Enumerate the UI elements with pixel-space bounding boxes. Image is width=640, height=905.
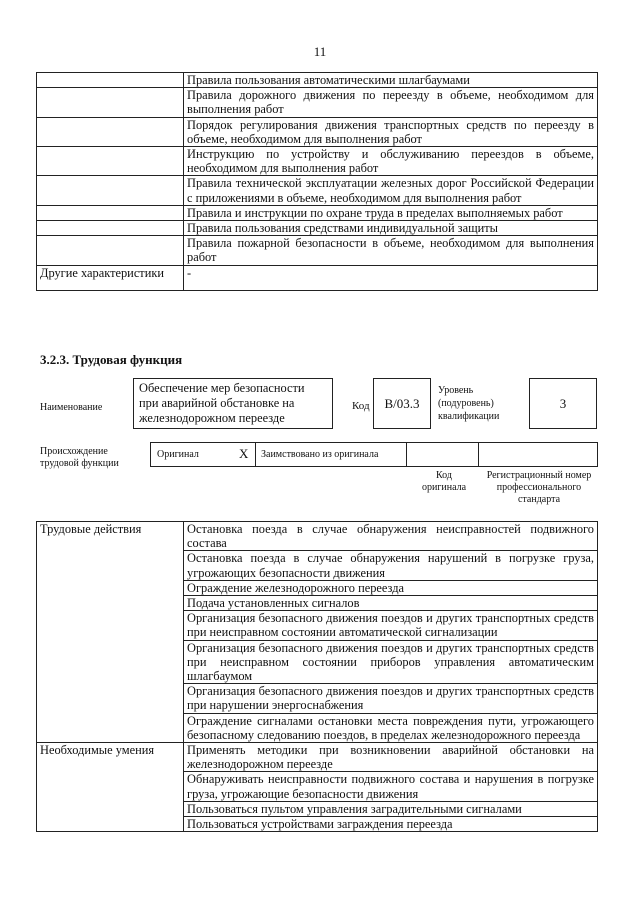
group-item: Обнаруживать неисправности подвижного состава и нарушения в погрузке груза, угрожающие безопасности движения: [184, 772, 598, 801]
group-item: Организация безопасного движения поездов и других транспортных средств при неисправном состоянии автоматической сигнализации: [184, 611, 598, 640]
row-label: [37, 236, 184, 265]
other-value: -: [184, 265, 598, 290]
group-item: Ограждение сигналами остановки места повреждения пути, угрожающего безопасному следованию поездов, в пределах железнодорожного переезда: [184, 713, 598, 742]
row-text: Правила пользования автоматическими шлагбаумами: [184, 73, 598, 88]
table-row: [37, 205, 598, 220]
table-row: [37, 176, 598, 205]
group-label: Необходимые умения: [37, 743, 184, 832]
level-label: Уровень (подуровень) квалификации: [438, 385, 500, 422]
group-item: Ограждение железнодорожного переезда: [184, 580, 598, 595]
table-row: [37, 236, 598, 265]
group-item: Пользоваться пультом управления заградительными сигналами: [184, 801, 598, 816]
table-row: [37, 743, 598, 772]
table-row: [37, 117, 598, 146]
group-item: Остановка поезда в случае обнаружения нарушений в погрузке груза, угрожающих безопасности движения: [184, 551, 598, 580]
borrowed-label: Заимствовано из оригинала: [261, 449, 379, 460]
section-heading: 3.2.3. Трудовая функция: [40, 352, 183, 367]
group-item: Остановка поезда в случае обнаружения неисправностей подвижного состава: [184, 522, 598, 551]
group-label: Трудовые действия: [37, 522, 184, 743]
code-value: B/03.3: [384, 395, 420, 411]
table-row: [37, 73, 598, 88]
row-text: Правила пожарной безопасности в объеме, необходимом для выполнения работ: [184, 236, 598, 265]
group-item: Организация безопасного движения поездов и других транспортных средств при неисправном состоянии приборов управления автоматическим шлагбаумом: [184, 640, 598, 684]
table-row: [37, 265, 598, 290]
row-text: Правила пользования средствами индивидуальной защиты: [184, 221, 598, 236]
code-label: Код: [352, 400, 370, 412]
row-text: Правила дорожного движения по переезду в объеме, необходимом для выполнения работ: [184, 88, 598, 117]
row-label: [37, 176, 184, 205]
group-item: Организация безопасного движения поездов и других транспортных средств при нарушении энергоснабжения: [184, 684, 598, 713]
function-name-value: Обеспечение мер безопасности при аварийной обстановке на железнодорожном переезде: [139, 381, 305, 425]
row-label: [37, 88, 184, 117]
page-number: 11: [313, 44, 327, 59]
origin-row: [150, 442, 598, 467]
row-label: [37, 205, 184, 220]
knowledge-table: [36, 72, 598, 291]
table-row: [37, 147, 598, 176]
level-value: 3: [559, 395, 567, 411]
other-label: Другие характеристики: [37, 265, 184, 290]
level-box: [529, 378, 597, 429]
reg-number-label: Регистрационный номер профессионального стандарта: [486, 470, 592, 505]
function-name-box: [133, 378, 333, 429]
table-row: [37, 88, 598, 117]
group-item: Применять методики при возникновении аварийной обстановки на железнодорожном переезде: [184, 743, 598, 772]
row-text: Инструкцию по устройству и обслуживанию переездов в объеме, необходимом для выполнения работ: [184, 147, 598, 176]
original-label: Оригинал: [157, 449, 199, 460]
row-label: [37, 73, 184, 88]
row-label: [37, 147, 184, 176]
row-label: [37, 221, 184, 236]
table-row: [37, 522, 598, 551]
table-row: [37, 221, 598, 236]
origin-label: Происхождение трудовой функции: [40, 446, 119, 469]
name-label: Наименование: [40, 402, 103, 413]
group-item: Подача установленных сигналов: [184, 596, 598, 611]
code-box: [373, 378, 431, 429]
group-item: Пользоваться устройствами заграждения переезда: [184, 817, 598, 832]
row-text: Правила и инструкции по охране труда в пределах выполняемых работ: [184, 205, 598, 220]
original-mark: X: [239, 446, 249, 461]
row-text: Правила технической эксплуатации железных дорог Российской Федерации с приложениями в объеме, необходимом для выполнения работ: [184, 176, 598, 205]
code-original-label: Код оригинала: [421, 470, 467, 493]
functions-table: [36, 521, 598, 832]
row-text: Порядок регулирования движения транспортных средств по переезду в объеме, необходимом для выполнения работ: [184, 117, 598, 146]
row-label: [37, 117, 184, 146]
